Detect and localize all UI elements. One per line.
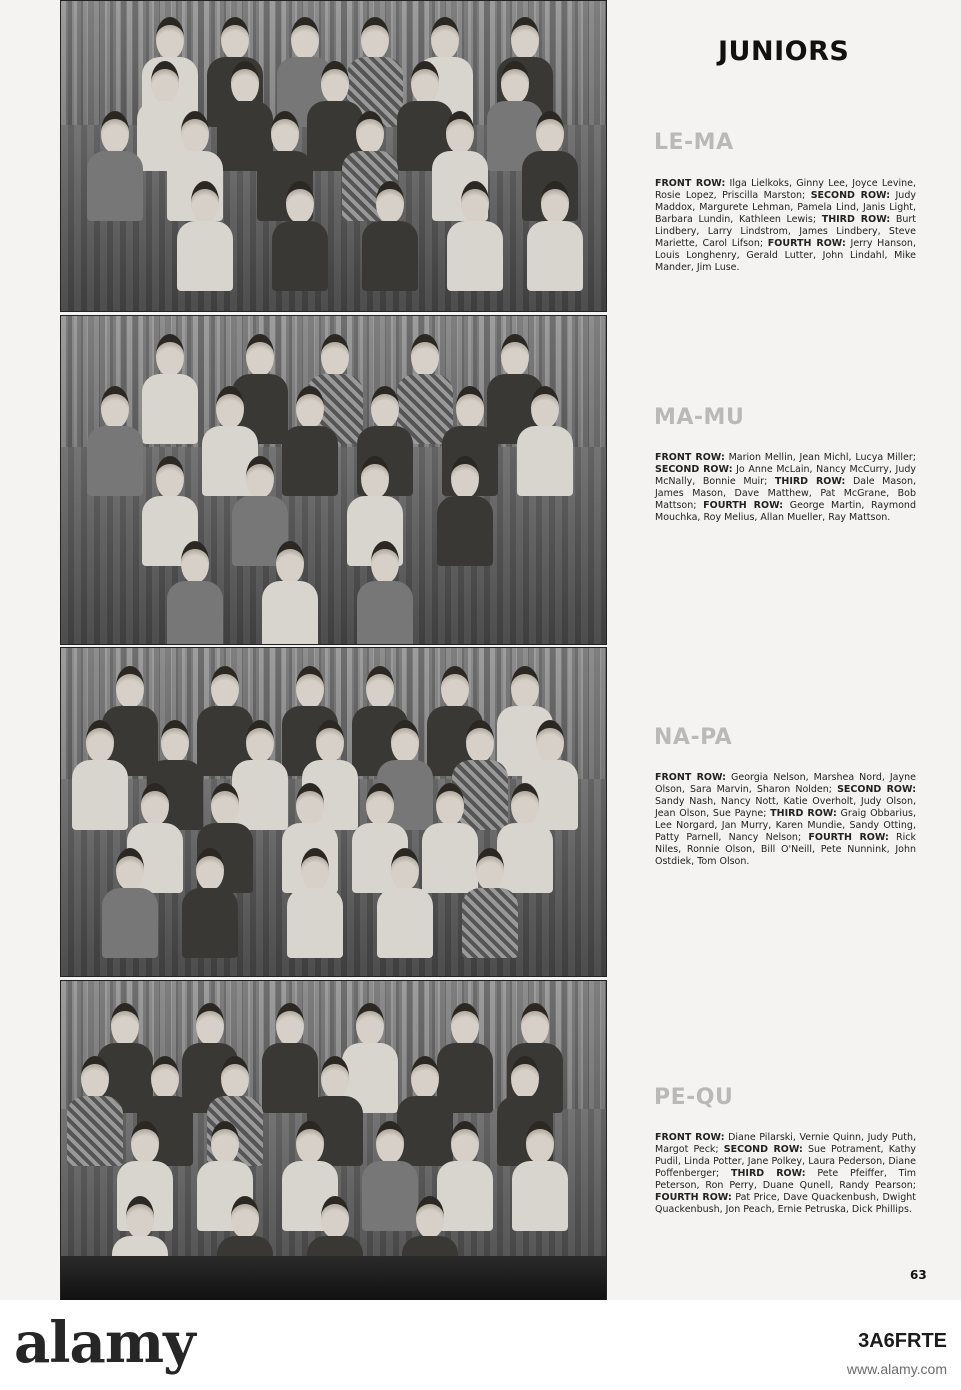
caption-ma-mu	[655, 452, 916, 524]
person	[71, 1056, 119, 1166]
section-label-le-ma: LE-MA	[654, 130, 734, 155]
caption-row-label: SECOND ROW:	[655, 464, 733, 475]
caption-le-ma	[655, 178, 916, 274]
person	[276, 181, 324, 291]
person	[466, 848, 514, 958]
caption-names: Jerry Hanson, Louis Longhenry, Gerald Lutter, John Lindahl, Mike Mander, Jim Luse.	[655, 238, 916, 273]
person	[361, 541, 409, 645]
caption-na-pa	[655, 772, 916, 868]
person	[381, 848, 429, 958]
caption-row-label: SECOND ROW:	[723, 1144, 803, 1155]
class-photo-le-ma	[60, 0, 607, 312]
stage-floor	[61, 1256, 606, 1301]
caption-names: Marion Mellin, Jean Michl, Lucya Miller;	[728, 452, 916, 463]
person	[441, 456, 489, 566]
caption-row-label: FRONT ROW:	[655, 1132, 725, 1143]
caption-names: Sandy Nash, Nancy Nott, Katie Overholt, Judy Olson, Jean Olson, Sue Payne;	[655, 796, 916, 819]
caption-row-label: FRONT ROW:	[655, 452, 725, 463]
caption-names: Burt Lindbery, Larry Lindstrom, James Lindbery, Steve Mariette, Carol Lifson;	[655, 214, 916, 249]
page-heading: JUNIORS	[718, 36, 850, 67]
class-photo-pe-qu	[60, 980, 607, 1302]
caption-row-label: FOURTH ROW:	[703, 500, 784, 511]
caption-row-label: THIRD ROW:	[774, 476, 846, 487]
person	[76, 720, 124, 830]
caption-names: Pete Pfeiffer, Tim Peterson, Ron Perry, Duane Qunell, Randy Pearson;	[655, 1168, 917, 1191]
caption-row-label: THIRD ROW:	[821, 214, 891, 225]
caption-names: Rick Niles, Ronnie Olson, Bill O'Neill, Pete Nunnink, John Ostdiek, Tom Olson.	[655, 832, 916, 867]
caption-row-label: FRONT ROW:	[655, 772, 726, 783]
person	[106, 848, 154, 958]
section-label-pe-qu: PE-QU	[654, 1085, 734, 1110]
alamy-logo: alamy	[14, 1310, 195, 1376]
caption-names: George Martin, Raymond Mouchka, Roy Melius, Allan Mueller, Ray Mattson.	[655, 500, 916, 523]
person	[171, 541, 219, 645]
caption-names: Judy Maddox, Margurete Lehman, Pamela Lind, Janis Light, Barbara Lundin, Kathleen Lewis;	[655, 190, 916, 225]
caption-row-label: THIRD ROW:	[770, 808, 837, 819]
person	[286, 386, 334, 496]
person	[291, 848, 339, 958]
person	[531, 181, 579, 291]
caption-row-label: SECOND ROW:	[837, 784, 916, 795]
person	[516, 1121, 564, 1231]
caption-names: Sue Potrament, Kathy Pudil, Linda Potter, Jane Polkey, Laura Pederson, Diane Poffenberger;	[655, 1144, 916, 1179]
caption-row-label: FOURTH ROW:	[767, 238, 846, 249]
caption-names: Diane Pilarski, Vernie Quinn, Judy Puth, Margot Peck;	[655, 1132, 916, 1155]
page-number: 63	[910, 1268, 927, 1282]
class-photo-ma-mu	[60, 315, 607, 645]
caption-names: Ilga Lielkoks, Ginny Lee, Joyce Levine, Rosie Lopez, Priscilla Marston;	[655, 178, 916, 201]
person	[181, 181, 229, 291]
caption-row-label: THIRD ROW:	[731, 1168, 806, 1179]
person	[91, 111, 139, 221]
caption-pe-qu	[655, 1132, 916, 1216]
footer-url: www.alamy.com	[846, 1361, 947, 1377]
person	[451, 181, 499, 291]
person	[521, 386, 569, 496]
person	[186, 848, 234, 958]
person	[146, 334, 194, 444]
caption-row-label: SECOND ROW:	[810, 190, 891, 201]
caption-names: Pat Price, Dave Quackenbush, Dwight Quackenbush, Jon Peach, Ernie Petruska, Dick Phillips.	[655, 1192, 916, 1215]
caption-row-label: FRONT ROW:	[655, 178, 726, 189]
person	[366, 181, 414, 291]
caption-names: Georgia Nelson, Marshea Nord, Jayne Olson, Sara Marvin, Sharon Nolden;	[655, 772, 916, 795]
caption-names: Jo Anne McLain, Nancy McCurry, Judy McNally, Bonnie Muir;	[655, 464, 916, 487]
class-photo-na-pa	[60, 647, 607, 977]
person	[91, 386, 139, 496]
person	[266, 541, 314, 645]
person	[266, 1003, 314, 1113]
image-id: 3A6FRTE	[858, 1330, 947, 1352]
section-label-ma-mu: MA-MU	[654, 405, 745, 430]
caption-row-label: FOURTH ROW:	[808, 832, 889, 843]
section-label-na-pa: NA-PA	[654, 725, 733, 750]
caption-names: Dale Mason, James Mason, Dave Matthew, Pat McGrane, Bob Mattson;	[655, 476, 916, 511]
caption-row-label: FOURTH ROW:	[655, 1192, 732, 1203]
caption-names: Graig Obbarius, Lee Norgard, Jan Murry, Karen Mundie, Sandy Otting, Patty Parnell, Nancy Nelson;	[655, 808, 916, 843]
